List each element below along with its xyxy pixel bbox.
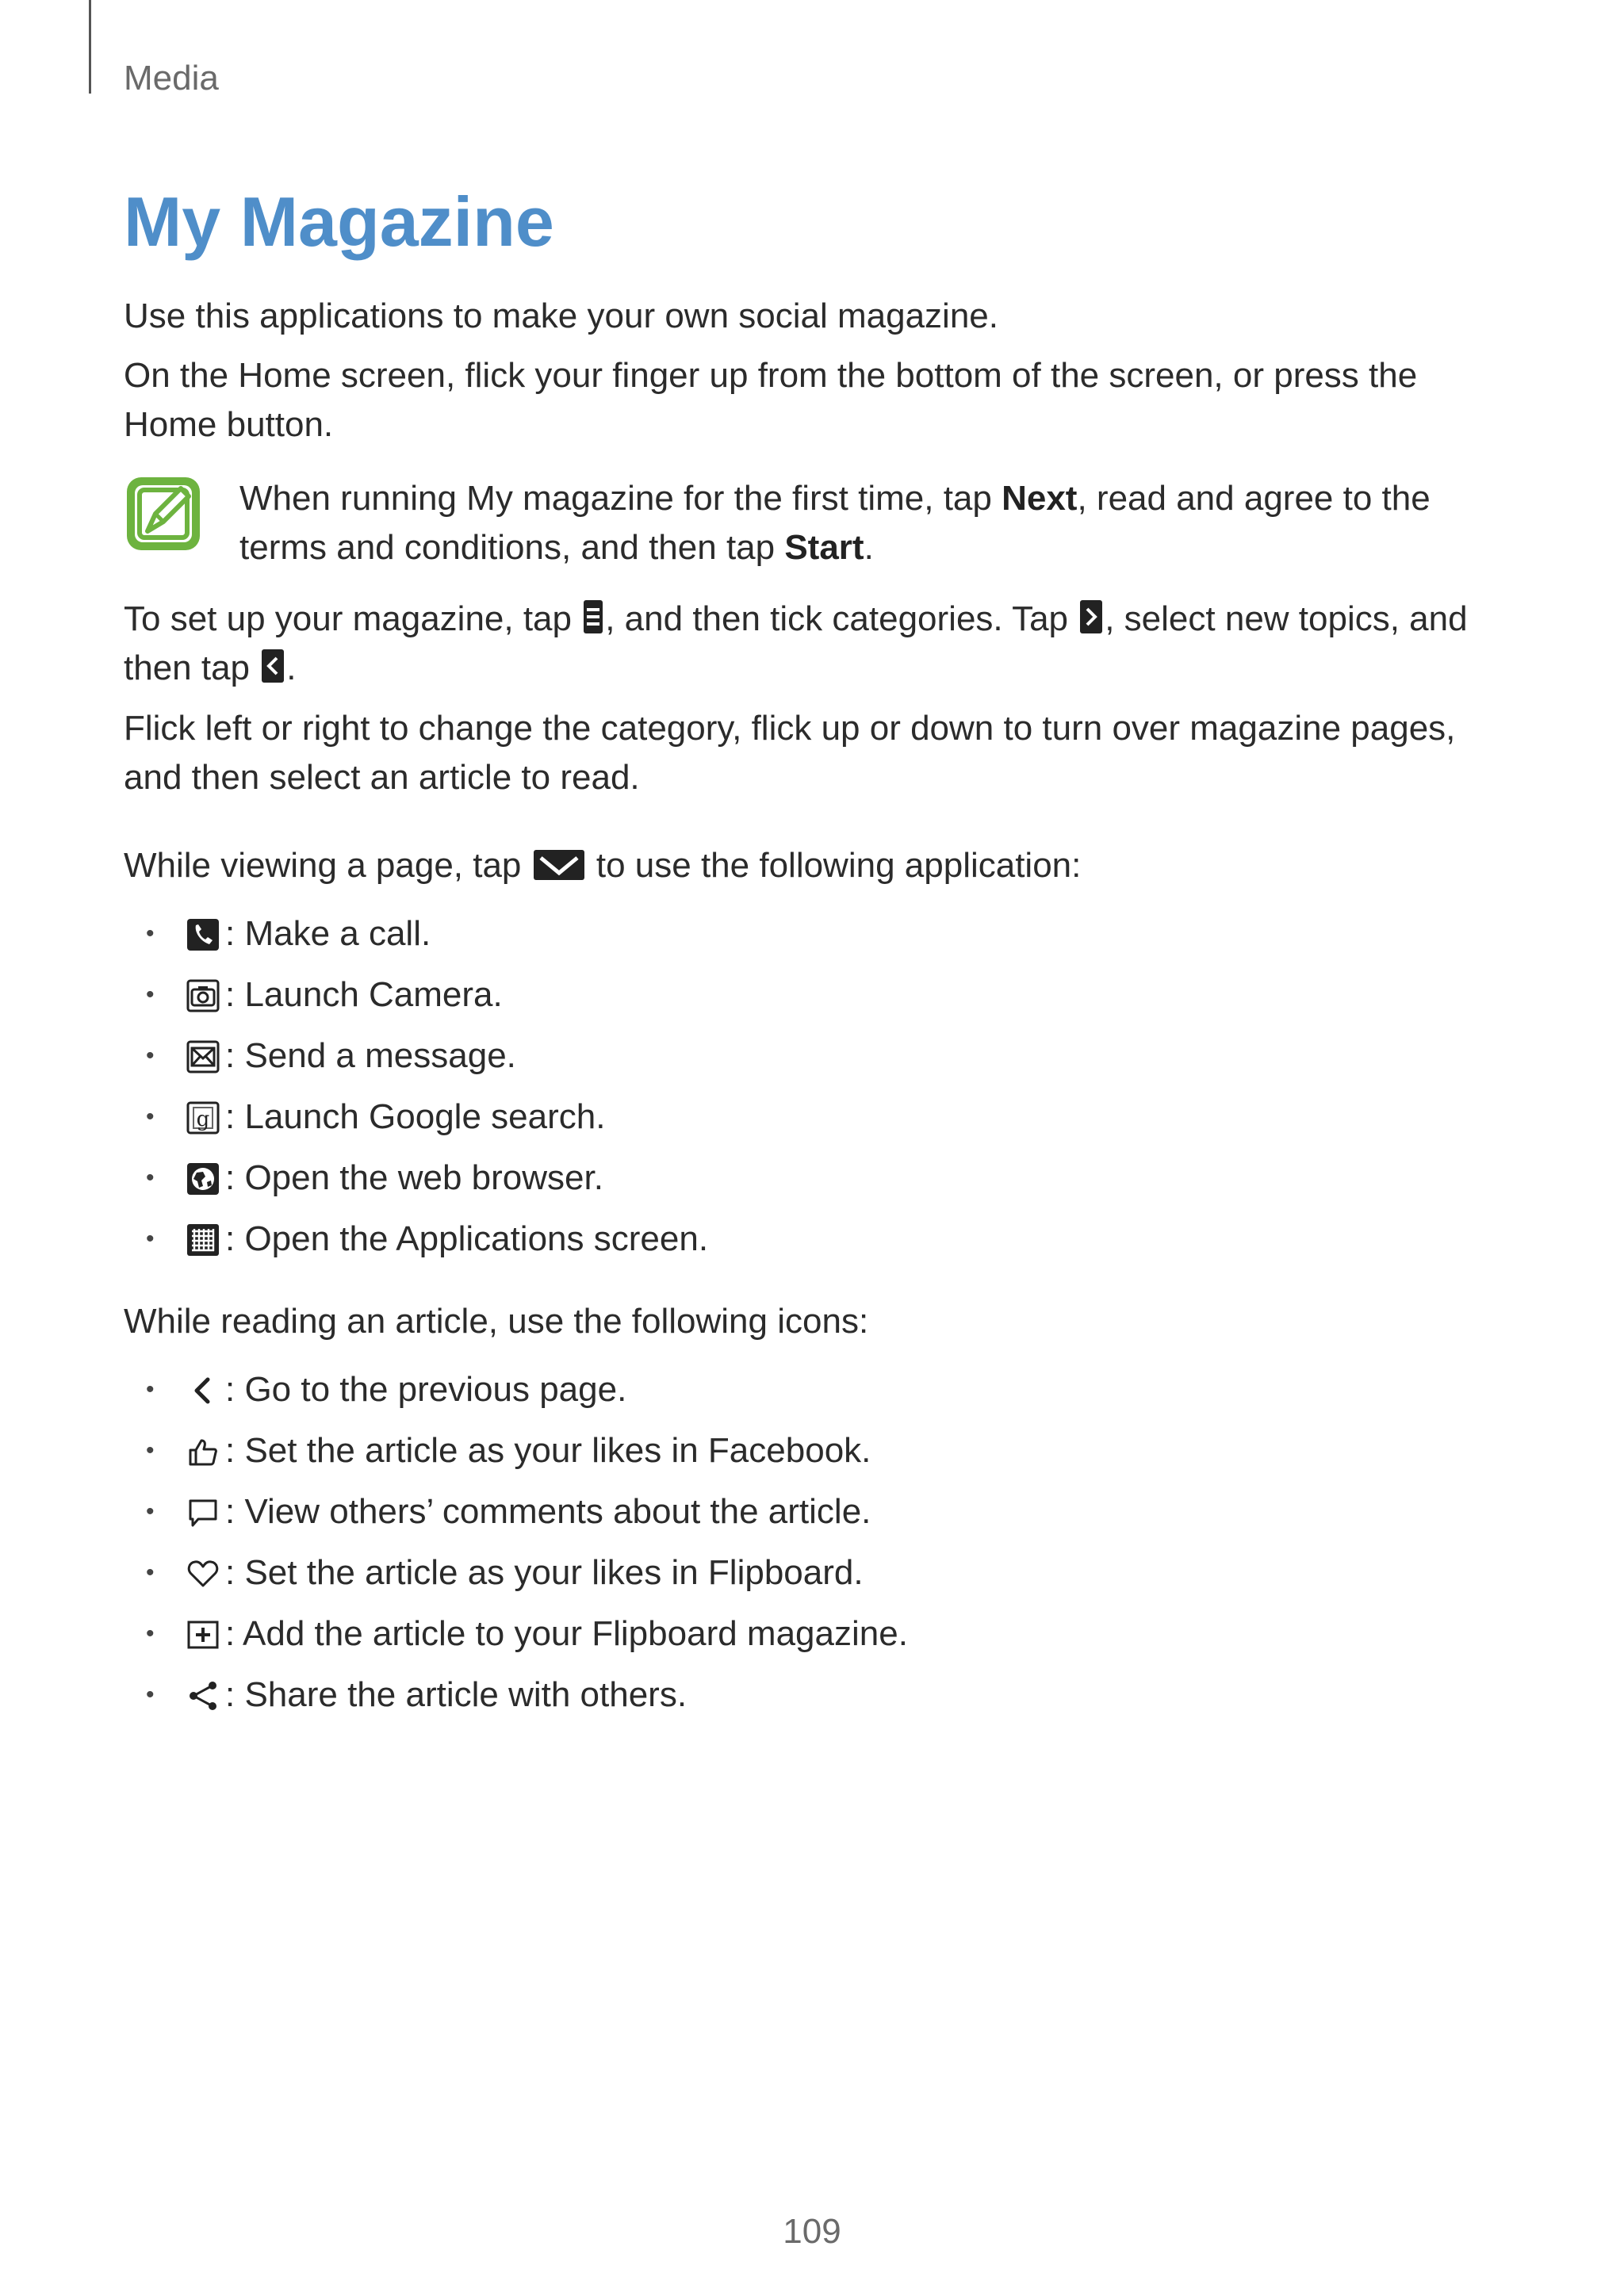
list-item-text: : Set the article as your likes in Flipboard. [225,1553,864,1592]
globe-icon[interactable] [186,1161,220,1196]
phone-icon[interactable] [186,917,220,952]
bullet: • [146,1682,155,1708]
start-label: Start [784,528,864,567]
reading-list [124,1365,1488,1732]
list-item [124,1426,1488,1487]
header-rule [89,0,91,94]
page-number: 109 [783,2212,841,2251]
bullet: • [146,1226,155,1252]
thumbs-up-icon[interactable] [186,1434,220,1469]
viewing-list [124,909,1488,1276]
next-label: Next [1002,479,1078,518]
list-item-text: : Launch Camera. [225,975,503,1014]
list-item-text: : Go to the previous page. [225,1370,627,1409]
list-item-text: : Open the Applications screen. [225,1219,709,1258]
list-item-text: : Add the article to your Flipboard magazine. [225,1614,908,1653]
note-text-2: , read and agree to the terms and conditions, and then tap [239,479,1431,567]
note-pencil-icon [124,474,203,553]
apps-grid-icon[interactable] [186,1223,220,1257]
setup-paragraph [124,595,1488,693]
section-label: Media [124,59,219,98]
add-box-icon[interactable] [186,1617,220,1652]
list-item-text: : View others’ comments about the article. [225,1492,871,1531]
back-arrow-icon[interactable] [186,1373,220,1408]
toolbar-toggle-icon[interactable] [533,847,585,882]
menu-bars-icon[interactable] [583,599,603,635]
flick-paragraph: Flick left or right to change the category, flick up or down to turn over magazine pages, and then select an article to read. [124,709,1456,797]
list-item [124,909,1488,970]
bullet: • [146,1165,155,1191]
list-item [124,1487,1488,1548]
list-item [124,1215,1488,1276]
camera-icon[interactable] [186,978,220,1013]
google-search-icon[interactable] [186,1100,220,1135]
setup-text-4: . [286,649,297,687]
list-item-text: : Open the web browser. [225,1158,603,1197]
bullet: • [146,1437,155,1464]
setup-text-2: , and then tick categories. Tap [605,599,1078,638]
setup-text-1: To set up your magazine, tap [124,599,582,638]
list-item [124,1093,1488,1154]
list-item-text: : Launch Google search. [225,1097,606,1136]
list-item-text: : Send a message. [225,1036,516,1075]
list-item-text: : Make a call. [225,914,431,953]
page-title: My Magazine [124,182,554,261]
bullet: • [146,1621,155,1647]
list-item [124,1609,1488,1670]
note-box [124,474,1488,577]
bullet: • [146,1043,155,1069]
comment-icon[interactable] [186,1495,220,1530]
reading-paragraph: While reading an article, use the following icons: [124,1302,869,1341]
viewing-paragraph [124,841,1488,890]
heart-icon[interactable] [186,1556,220,1591]
list-item-text: : Share the article with others. [225,1675,688,1714]
bullet: • [146,1498,155,1525]
list-item-text: : Set the article as your likes in Facebook. [225,1431,871,1470]
bullet: • [146,1559,155,1586]
bullet: • [146,1376,155,1402]
bullet: • [146,920,155,947]
list-item [124,1548,1488,1609]
viewing-text-1: While viewing a page, tap [124,846,531,885]
list-item [124,970,1488,1031]
bullet: • [146,1104,155,1130]
forward-arrow-icon[interactable] [1079,599,1103,635]
open-app-paragraph: On the Home screen, flick your finger up from the bottom of the screen, or press the Home button. [124,356,1418,444]
message-icon[interactable] [186,1039,220,1074]
intro-paragraph: Use this applications to make your own social magazine. [124,297,998,335]
share-icon[interactable] [186,1678,220,1713]
list-item [124,1670,1488,1732]
setup-text-3: , select new topics, and then tap [124,599,1468,687]
list-item [124,1365,1488,1426]
note-text-1: When running My magazine for the first time, tap [239,479,1002,518]
bullet: • [146,982,155,1008]
back-box-icon[interactable] [261,648,285,684]
note-text-3: . [864,528,874,567]
note-text [239,474,1508,572]
list-item [124,1154,1488,1215]
svg-text:g: g [196,1108,210,1131]
list-item [124,1031,1488,1093]
viewing-text-2: to use the following application: [586,846,1082,885]
